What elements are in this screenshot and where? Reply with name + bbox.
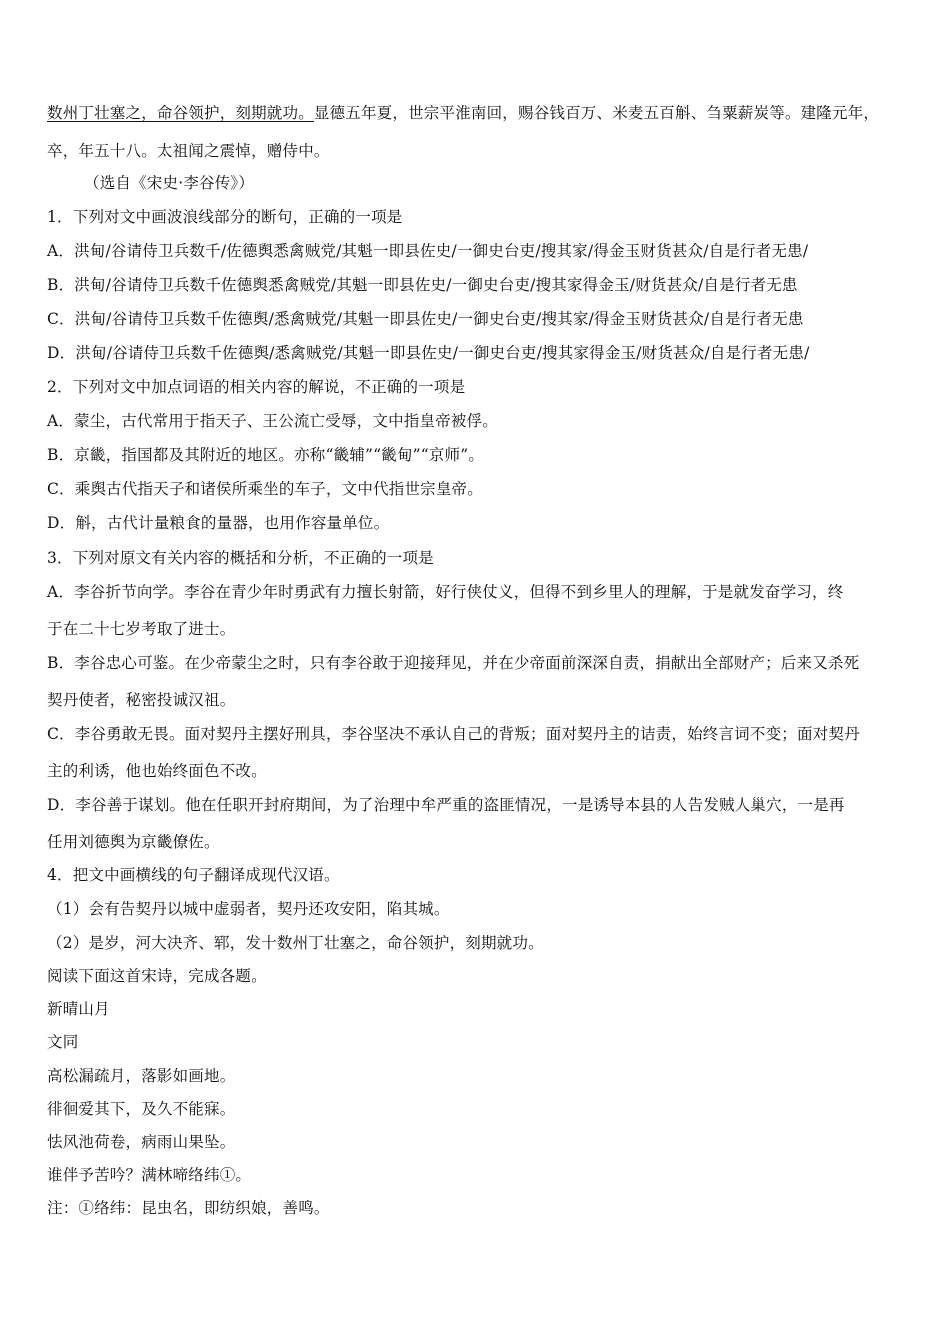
poem-line-3: 怯风池荷卷，病雨山果坠。: [47, 1133, 236, 1151]
q3-option-d-line2: 任用刘德舆为京畿僚佐。: [47, 833, 220, 851]
q1-option-c: C．洪甸/谷请侍卫兵数千佐德舆/悉禽贼党/其魁一即县佐史/一御史台吏/搜其家/得金玉财货甚众/自是行者无患: [47, 310, 804, 328]
q2-option-c: C．乘舆古代指天子和诸侯所乘坐的车子，文中代指世宗皇帝。: [47, 480, 483, 498]
q2-option-a: A．蒙尘，古代常用于指天子、王公流亡受辱，文中指皇帝被俘。: [47, 412, 498, 430]
underlined-sentence: 数州丁壮塞之，命谷领护，刻期就功。: [47, 104, 314, 122]
passage-line-2: 卒，年五十八。太祖闻之震悼，赠侍中。: [47, 142, 330, 160]
poem-title: 新晴山月: [47, 1000, 110, 1018]
q3-option-a-line2: 于在二十七岁考取了进士。: [47, 620, 236, 638]
q4-stem: 4．把文中画横线的句子翻译成现代汉语。: [47, 866, 340, 884]
q3-stem: 3．下列对原文有关内容的概括和分析，不正确的一项是: [47, 549, 434, 567]
poem-line-2: 徘徊爱其下，及久不能寐。: [47, 1100, 236, 1118]
q4-sentence-2: （2）是岁，河大决齐、郓，发十数州丁壮塞之，命谷领护，刻期就功。: [47, 934, 544, 952]
q1-stem: 1．下列对文中画波浪线部分的断句，正确的一项是: [47, 208, 403, 226]
q2-option-b: B．京畿，指国都及其附近的地区。亦称“畿辅”“畿甸”“京师”。: [47, 446, 485, 464]
q4-sentence-1: （1）会有告契丹以城中虚弱者，契丹还攻安阳，陷其城。: [47, 900, 450, 918]
passage-line-1: 数州丁壮塞之，命谷领护，刻期就功。显德五年夏，世宗平淮南回，赐谷钱百万、米麦五百斛、刍粟薪炭等。建隆元年，: [47, 104, 880, 122]
q1-option-b: B．洪甸/谷请侍卫兵数千佐德舆悉禽贼党/其魁一即县佐史/一御史台吏/搜其家得金玉/财货甚众/自是行者无患: [47, 276, 798, 294]
q2-option-d: D．斛，古代计量粮食的量器，也用作容量单位。: [47, 514, 390, 532]
passage-source: （选自《宋史·李谷传》）: [84, 174, 255, 192]
poem-intro: 阅读下面这首宋诗，完成各题。: [47, 967, 267, 985]
q1-option-d: D．洪甸/谷请侍卫兵数千佐德舆/悉禽贼党/其魁一即县佐史/一御史台吏/搜其家得金玉/财货甚众/自是行者无患/: [47, 344, 810, 362]
q1-option-a: A．洪甸/谷请侍卫兵数千/佐德舆悉禽贼党/其魁一即县佐史/一御史台吏/搜其家/得金玉财货甚众/自是行者无患/: [47, 242, 809, 260]
poem-note: 注：①络纬：昆虫名，即纺织娘，善鸣。: [47, 1199, 330, 1217]
q3-option-c-line1: C．李谷勇敢无畏。面对契丹主摆好刑具，李谷坚决不承认自己的背叛；面对契丹主的诘责，始终言词不变；面对契丹: [47, 725, 860, 743]
q2-stem: 2．下列对文中加点词语的相关内容的解说，不正确的一项是: [47, 378, 466, 396]
poem-line-4: 谁伴予苦吟？满林啼络纬①。: [47, 1166, 252, 1184]
q3-option-b-line2: 契丹使者，秘密投诚汉祖。: [47, 691, 236, 709]
q3-option-b-line1: B．李谷忠心可鉴。在少帝蒙尘之时，只有李谷敢于迎接拜见，并在少帝面前深深自责，捐献出全部财产；后来又杀死: [47, 654, 860, 672]
q3-option-a-line1: A．李谷折节向学。李谷在青少年时勇武有力擅长射箭，好行侠仗义，但得不到乡里人的理解，于是就发奋学习，终: [47, 583, 844, 601]
poem-author: 文同: [47, 1033, 79, 1051]
poem-line-1: 高松漏疏月，落影如画地。: [47, 1067, 236, 1085]
q3-option-c-line2: 主的利诱，他也始终面色不改。: [47, 762, 267, 780]
q3-option-d-line1: D．李谷善于谋划。他在任职开封府期间，为了治理中牟严重的盗匪情况，一是诱导本县的人告发贼人巢穴，一是再: [47, 796, 845, 814]
